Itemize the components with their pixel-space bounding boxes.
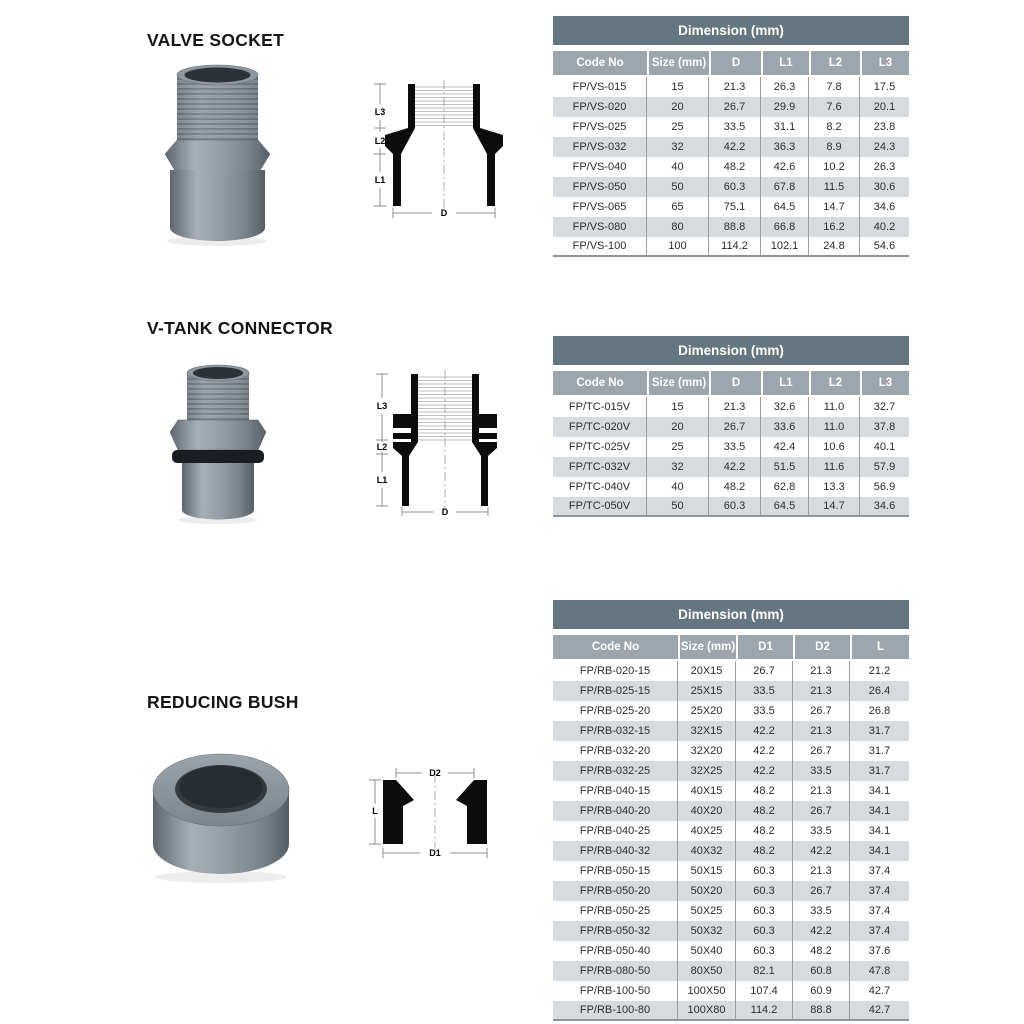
table-cell: 26.7 bbox=[793, 801, 850, 821]
dim-label-l1: L1 bbox=[376, 475, 388, 485]
table-cell: 48.2 bbox=[709, 157, 761, 177]
table-cell: 62.8 bbox=[761, 477, 809, 497]
table-cell: 21.3 bbox=[709, 397, 761, 417]
reducing-bush-dimension-table bbox=[553, 635, 909, 1021]
table-cell: FP/VS-020 bbox=[553, 97, 647, 117]
table-cell: 14.7 bbox=[809, 197, 860, 217]
table-cell: 26.7 bbox=[793, 701, 850, 721]
dim-label-d2: D2 bbox=[429, 768, 441, 778]
table-cell: 48.2 bbox=[793, 941, 850, 961]
table-banner: Dimension (mm) bbox=[553, 600, 909, 629]
table-cell: 34.1 bbox=[868, 825, 891, 837]
table-row bbox=[553, 477, 909, 497]
table-cell: 7.6 bbox=[809, 97, 860, 117]
table-row bbox=[553, 761, 909, 781]
table-cell: 11.0 bbox=[809, 397, 860, 417]
table-cell: 21.3 bbox=[793, 781, 850, 801]
table-row bbox=[553, 437, 909, 457]
table-cell: 64.5 bbox=[761, 197, 809, 217]
table-cell: 42.2 bbox=[736, 721, 793, 741]
column-header: Code No bbox=[553, 51, 647, 77]
table-cell: 32.7 bbox=[873, 401, 896, 413]
table-cell: FP/RB-050-20 bbox=[553, 881, 678, 901]
table-cell: 40 bbox=[647, 477, 709, 497]
table-cell: 80 bbox=[647, 217, 709, 237]
table-cell: FP/RB-050-25 bbox=[553, 901, 678, 921]
table-cell: 30.6 bbox=[860, 177, 909, 197]
table-cell: 25 bbox=[647, 437, 709, 457]
table-cell: 60.9 bbox=[793, 981, 850, 1001]
v-tank-connector-diagram bbox=[362, 366, 502, 516]
table-cell: 20X15 bbox=[678, 661, 736, 681]
table-banner: Dimension (mm) bbox=[553, 336, 909, 365]
table-cell: 21.3 bbox=[793, 721, 850, 741]
table-cell: FP/VS-080 bbox=[553, 217, 647, 237]
table-cell: 42.6 bbox=[761, 157, 809, 177]
table-cell: 21.3 bbox=[793, 681, 850, 701]
table-cell: 14.7 bbox=[809, 497, 860, 517]
table-cell: 11.5 bbox=[809, 177, 860, 197]
column-header: D2 bbox=[793, 635, 850, 661]
table-row bbox=[553, 741, 909, 761]
column-header: L bbox=[850, 635, 909, 661]
table-cell: FP/TC-015V bbox=[553, 397, 647, 417]
table-cell: 37.8 bbox=[860, 417, 909, 437]
table-row bbox=[553, 961, 909, 981]
table-cell: FP/RB-040-32 bbox=[553, 841, 678, 861]
table-cell: 32X25 bbox=[678, 761, 736, 781]
table-cell: 60.3 bbox=[709, 177, 761, 197]
table-cell: 25X15 bbox=[678, 681, 736, 701]
column-header: L2 bbox=[809, 51, 860, 77]
table-cell: 56.9 bbox=[873, 481, 896, 493]
table-cell: 32X20 bbox=[678, 741, 736, 761]
table-cell: 33.5 bbox=[736, 701, 793, 721]
dim-label-l: L bbox=[372, 806, 378, 816]
table-row bbox=[553, 941, 909, 961]
table-cell: 65 bbox=[647, 197, 709, 217]
table-cell: 50 bbox=[647, 497, 709, 517]
table-cell: 26.7 bbox=[793, 881, 850, 901]
table-cell: 114.2 bbox=[709, 237, 761, 257]
table-cell: 47.8 bbox=[850, 961, 909, 981]
table-cell: 42.4 bbox=[761, 437, 809, 457]
table-cell: 33.5 bbox=[793, 761, 850, 781]
column-header: L1 bbox=[761, 51, 809, 77]
table-cell: 75.1 bbox=[709, 197, 761, 217]
table-row bbox=[553, 661, 909, 681]
table-cell: 60.3 bbox=[736, 881, 793, 901]
table-cell: 21.2 bbox=[868, 665, 891, 677]
table-cell: FP/VS-050 bbox=[553, 177, 647, 197]
table-cell: 26.3 bbox=[761, 77, 809, 97]
table-cell: FP/RB-050-40 bbox=[553, 941, 678, 961]
table-header-row bbox=[553, 371, 909, 397]
table-row bbox=[553, 157, 909, 177]
table-cell: FP/VS-015 bbox=[553, 77, 647, 97]
table-cell: 26.7 bbox=[709, 417, 761, 437]
reducing-bush-photo-container bbox=[145, 740, 297, 886]
table-cell: FP/RB-100-50 bbox=[553, 981, 678, 1001]
table-cell: 31.7 bbox=[850, 721, 909, 741]
v-tank-connector-photo bbox=[162, 360, 274, 526]
table-cell: 48.2 bbox=[736, 781, 793, 801]
table-cell: 33.5 bbox=[793, 821, 850, 841]
table-cell: 60.3 bbox=[736, 861, 793, 881]
valve-socket-diagram bbox=[360, 76, 505, 218]
table-cell: 57.9 bbox=[860, 457, 909, 477]
table-cell: 31.7 bbox=[850, 761, 909, 781]
table-row bbox=[553, 901, 909, 921]
table-row bbox=[553, 497, 909, 517]
valve-socket-photo bbox=[155, 60, 280, 248]
table-cell: 42.7 bbox=[868, 985, 891, 997]
table-cell: 60.3 bbox=[736, 941, 793, 961]
table-cell: 10.2 bbox=[809, 157, 860, 177]
table-row bbox=[553, 197, 909, 217]
table-cell: 102.1 bbox=[761, 237, 809, 257]
column-header: L3 bbox=[860, 51, 909, 77]
table-row bbox=[553, 701, 909, 721]
table-cell: FP/VS-065 bbox=[553, 197, 647, 217]
table-row bbox=[553, 821, 909, 841]
table-cell: 107.4 bbox=[736, 981, 793, 1001]
table-cell: 21.3 bbox=[793, 861, 850, 881]
table-cell: 100 bbox=[647, 237, 709, 257]
table-row bbox=[553, 681, 909, 701]
table-cell: FP/VS-032 bbox=[553, 137, 647, 157]
table-cell: 40.1 bbox=[873, 441, 896, 453]
table-cell: 60.3 bbox=[709, 497, 761, 517]
table-cell: 11.0 bbox=[809, 417, 860, 437]
table-cell: 26.7 bbox=[709, 97, 761, 117]
column-header: L1 bbox=[761, 371, 809, 397]
valve-socket-photo-container bbox=[155, 60, 280, 248]
table-row bbox=[553, 237, 909, 257]
table-cell: FP/RB-032-20 bbox=[553, 741, 678, 761]
table-cell: 34.1 bbox=[868, 785, 891, 797]
table-cell: FP/VS-100 bbox=[553, 237, 647, 257]
table-cell: 24.8 bbox=[809, 237, 860, 257]
table-cell: 26.7 bbox=[736, 661, 793, 681]
table-cell: 32 bbox=[647, 457, 709, 477]
valve-socket-table-block bbox=[553, 16, 909, 257]
table-cell: 42.2 bbox=[793, 921, 850, 941]
table-cell: 33.5 bbox=[736, 681, 793, 701]
table-cell: FP/VS-040 bbox=[553, 157, 647, 177]
table-cell: FP/RB-050-32 bbox=[553, 921, 678, 941]
table-cell: FP/RB-080-50 bbox=[553, 961, 678, 981]
table-cell: FP/RB-100-80 bbox=[553, 1001, 678, 1021]
table-cell: 50X15 bbox=[678, 861, 736, 881]
table-cell: 42.2 bbox=[793, 841, 850, 861]
table-row bbox=[553, 861, 909, 881]
table-row bbox=[553, 217, 909, 237]
table-cell: 25 bbox=[647, 117, 709, 137]
table-row bbox=[553, 981, 909, 1001]
table-cell: 20 bbox=[647, 417, 709, 437]
table-cell: 40X25 bbox=[678, 821, 736, 841]
table-cell: 33.6 bbox=[761, 417, 809, 437]
table-cell: 100X80 bbox=[678, 1001, 736, 1021]
column-header: L2 bbox=[809, 371, 860, 397]
column-header: L3 bbox=[860, 371, 909, 397]
table-cell: 37.6 bbox=[868, 945, 891, 957]
table-row bbox=[553, 97, 909, 117]
table-cell: 32X15 bbox=[678, 721, 736, 741]
table-cell: 24.3 bbox=[860, 137, 909, 157]
table-cell: FP/RB-040-15 bbox=[553, 781, 678, 801]
dim-label-d1: D1 bbox=[429, 848, 441, 858]
v-tank-connector-photo-container bbox=[162, 360, 274, 526]
table-cell: 88.8 bbox=[709, 217, 761, 237]
table-cell: 33.5 bbox=[793, 901, 850, 921]
table-cell: 42.2 bbox=[736, 761, 793, 781]
table-row bbox=[553, 417, 909, 437]
dim-label-l1: L1 bbox=[374, 175, 386, 185]
table-cell: FP/RB-040-20 bbox=[553, 801, 678, 821]
table-cell: 20.1 bbox=[860, 97, 909, 117]
table-cell: 13.3 bbox=[809, 477, 860, 497]
table-cell: 50X25 bbox=[678, 901, 736, 921]
table-cell: 114.2 bbox=[736, 1001, 793, 1021]
table-cell: 37.4 bbox=[868, 865, 891, 877]
table-cell: 40X15 bbox=[678, 781, 736, 801]
table-cell: 37.4 bbox=[868, 905, 891, 917]
dim-label-l3: L3 bbox=[376, 401, 388, 411]
table-cell: 48.2 bbox=[736, 841, 793, 861]
table-cell: 15 bbox=[647, 77, 709, 97]
table-header-row bbox=[553, 51, 909, 77]
table-cell: 88.8 bbox=[793, 1001, 850, 1021]
valve-socket-dimension-table bbox=[553, 51, 909, 257]
table-row bbox=[553, 117, 909, 137]
table-row bbox=[553, 881, 909, 901]
column-header: Code No bbox=[553, 371, 647, 397]
table-banner: Dimension (mm) bbox=[553, 16, 909, 45]
table-cell: 40X20 bbox=[678, 801, 736, 821]
column-header: D bbox=[709, 51, 761, 77]
table-cell: 7.8 bbox=[809, 77, 860, 97]
table-cell: FP/RB-050-15 bbox=[553, 861, 678, 881]
table-cell: 8.9 bbox=[809, 137, 860, 157]
table-row bbox=[553, 177, 909, 197]
table-row bbox=[553, 801, 909, 821]
table-cell: 50 bbox=[647, 177, 709, 197]
table-cell: 26.3 bbox=[873, 161, 896, 173]
table-cell: 40X32 bbox=[678, 841, 736, 861]
product-title-valve-socket: VALVE SOCKET bbox=[147, 30, 285, 50]
table-cell: 26.8 bbox=[868, 705, 891, 717]
table-cell: 60.8 bbox=[793, 961, 850, 981]
table-cell: 11.6 bbox=[809, 457, 860, 477]
v-tank-connector-dimension-table bbox=[553, 371, 909, 517]
table-cell: FP/RB-032-25 bbox=[553, 761, 678, 781]
table-cell: FP/RB-025-20 bbox=[553, 701, 678, 721]
table-cell: FP/RB-032-15 bbox=[553, 721, 678, 741]
table-cell: 100X50 bbox=[678, 981, 736, 1001]
table-cell: 60.3 bbox=[736, 901, 793, 921]
table-cell: 31.7 bbox=[868, 745, 891, 757]
table-row bbox=[553, 1001, 909, 1021]
table-cell: 40 bbox=[647, 157, 709, 177]
table-row bbox=[553, 921, 909, 941]
table-row bbox=[553, 457, 909, 477]
table-cell: 42.7 bbox=[850, 1001, 909, 1021]
table-cell: 34.6 bbox=[873, 201, 896, 213]
table-cell: 67.8 bbox=[761, 177, 809, 197]
table-cell: 10.6 bbox=[809, 437, 860, 457]
table-cell: 48.2 bbox=[709, 477, 761, 497]
reducing-bush-diagram-container bbox=[366, 754, 504, 862]
table-cell: 33.5 bbox=[709, 437, 761, 457]
table-cell: 48.2 bbox=[736, 801, 793, 821]
dim-label-d: D bbox=[441, 507, 449, 516]
reducing-bush-photo bbox=[145, 740, 297, 886]
table-row bbox=[553, 721, 909, 741]
table-cell: 34.1 bbox=[850, 841, 909, 861]
table-row bbox=[553, 137, 909, 157]
table-cell: 54.6 bbox=[860, 237, 909, 257]
table-cell: 23.8 bbox=[873, 121, 896, 133]
table-cell: 20 bbox=[647, 97, 709, 117]
table-cell: 21.3 bbox=[793, 661, 850, 681]
column-header: Size (mm) bbox=[647, 371, 709, 397]
table-cell: 8.2 bbox=[809, 117, 860, 137]
table-cell: 33.5 bbox=[709, 117, 761, 137]
dim-label-d: D bbox=[440, 208, 448, 218]
table-cell: FP/RB-040-25 bbox=[553, 821, 678, 841]
column-header: D bbox=[709, 371, 761, 397]
table-cell: 21.3 bbox=[709, 77, 761, 97]
table-cell: 48.2 bbox=[736, 821, 793, 841]
table-cell: FP/TC-040V bbox=[553, 477, 647, 497]
table-cell: 32.6 bbox=[761, 397, 809, 417]
table-cell: 60.3 bbox=[736, 921, 793, 941]
table-row bbox=[553, 397, 909, 417]
product-title-reducing-bush: REDUCING BUSH bbox=[147, 692, 299, 712]
table-cell: 29.9 bbox=[761, 97, 809, 117]
table-cell: FP/TC-050V bbox=[553, 497, 647, 517]
table-cell: FP/RB-020-15 bbox=[553, 661, 678, 681]
table-cell: 42.2 bbox=[736, 741, 793, 761]
table-row bbox=[553, 77, 909, 97]
table-cell: 15 bbox=[647, 397, 709, 417]
table-cell: 42.2 bbox=[709, 457, 761, 477]
valve-socket-diagram-container bbox=[360, 76, 505, 218]
dim-label-l3: L3 bbox=[374, 107, 386, 117]
table-cell: 17.5 bbox=[873, 81, 896, 93]
table-cell: 37.4 bbox=[850, 881, 909, 901]
table-cell: 16.2 bbox=[809, 217, 860, 237]
table-header-row bbox=[553, 635, 909, 661]
table-cell: 31.1 bbox=[761, 117, 809, 137]
table-cell: 50X32 bbox=[678, 921, 736, 941]
table-cell: 50X20 bbox=[678, 881, 736, 901]
table-cell: 25X20 bbox=[678, 701, 736, 721]
reducing-bush-diagram bbox=[366, 754, 504, 862]
table-cell: FP/TC-025V bbox=[553, 437, 647, 457]
v-tank-connector-diagram-container bbox=[362, 366, 502, 516]
table-cell: 42.2 bbox=[709, 137, 761, 157]
table-cell: FP/TC-032V bbox=[553, 457, 647, 477]
table-cell: FP/TC-020V bbox=[553, 417, 647, 437]
column-header: Size (mm) bbox=[647, 51, 709, 77]
dim-label-l2: L2 bbox=[374, 136, 386, 146]
table-row bbox=[553, 841, 909, 861]
table-cell: 26.7 bbox=[793, 741, 850, 761]
table-cell: 34.1 bbox=[850, 801, 909, 821]
column-header: Code No bbox=[553, 635, 678, 661]
table-cell: 26.4 bbox=[850, 681, 909, 701]
v-tank-connector-table-block bbox=[553, 336, 909, 517]
dim-label-l2: L2 bbox=[376, 442, 388, 452]
table-cell: 80X50 bbox=[678, 961, 736, 981]
table-cell: 32 bbox=[647, 137, 709, 157]
table-row bbox=[553, 781, 909, 801]
table-cell: 34.6 bbox=[860, 497, 909, 517]
table-cell: 66.8 bbox=[761, 217, 809, 237]
column-header: Size (mm) bbox=[678, 635, 736, 661]
table-cell: 37.4 bbox=[850, 921, 909, 941]
table-cell: 50X40 bbox=[678, 941, 736, 961]
product-title-v-tank-connector: V-TANK CONNECTOR bbox=[147, 318, 333, 338]
table-cell: 51.5 bbox=[761, 457, 809, 477]
table-cell: 64.5 bbox=[761, 497, 809, 517]
table-cell: FP/VS-025 bbox=[553, 117, 647, 137]
table-cell: 40.2 bbox=[860, 217, 909, 237]
table-cell: 36.3 bbox=[761, 137, 809, 157]
column-header: D1 bbox=[736, 635, 793, 661]
reducing-bush-table-block bbox=[553, 600, 909, 1021]
table-cell: FP/RB-025-15 bbox=[553, 681, 678, 701]
table-cell: 82.1 bbox=[736, 961, 793, 981]
